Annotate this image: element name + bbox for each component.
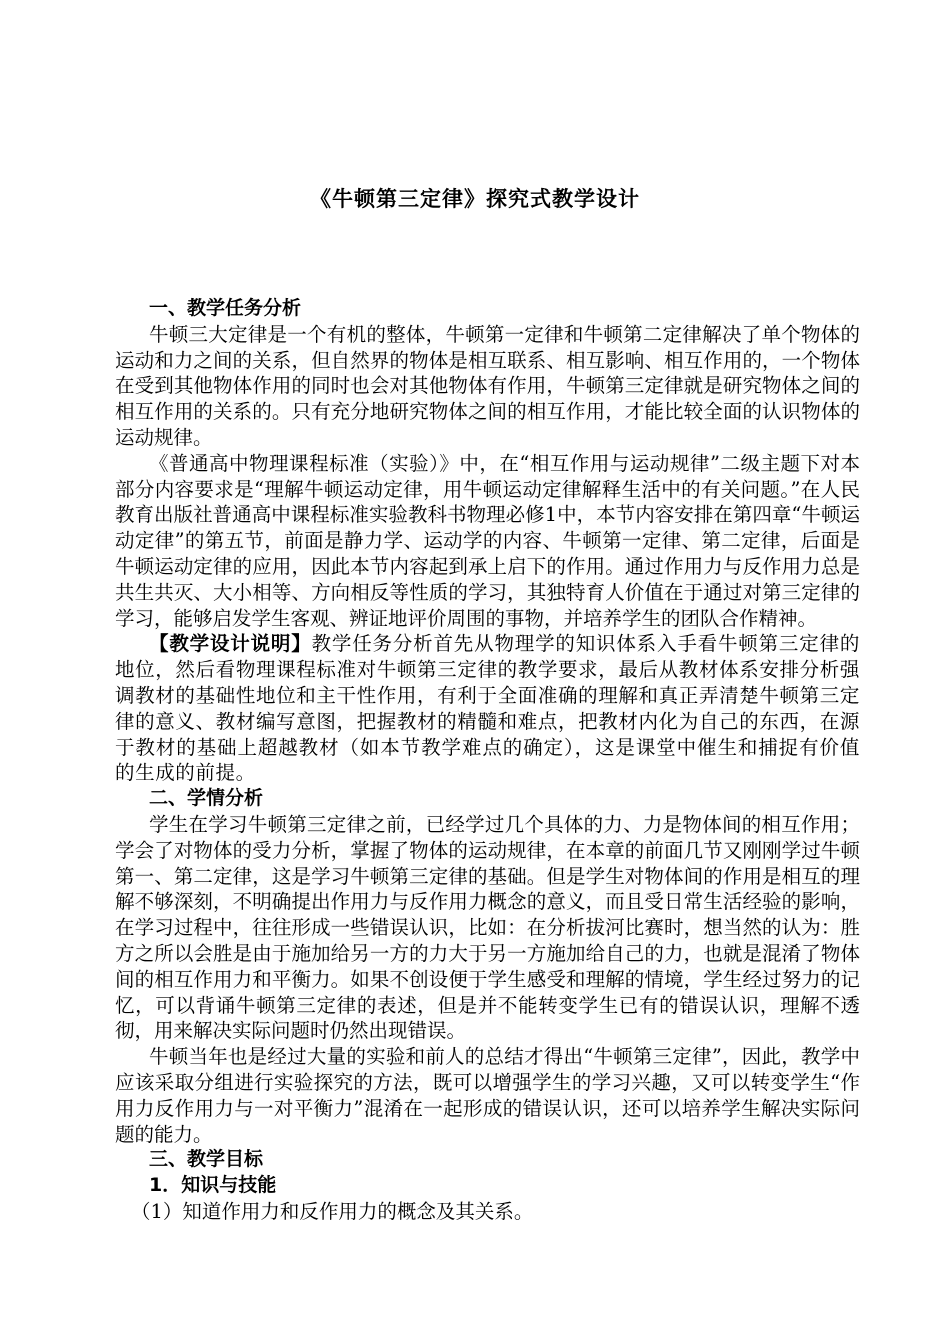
design-note-paragraph (115, 631, 860, 786)
design-note-text: 教学任务分析首先从物理学的知识体系入手看牛顿第三定律的地位，然后看物理课程标准对牛顿第三定律的教学要求，最后从教材体系安排分析强调教材的基础性地位和主干性作用，有利于全面准确的理解和真正弄清楚牛顿第三定律的意义、教材编写意图，把握教材的精髓和难点，把教材内化为自己的东西，在源于教材的基础上超越教材（如本节教学难点的确定），这是课堂中催生和捕捉有价值的生成的前提。 (115, 632, 860, 785)
section-1-paragraph-1: 牛顿三大定律是一个有机的整体，牛顿第一定律和牛顿第二定律解决了单个物体的运动和力之间的关系，但自然界的物体是相互联系、相互影响、相互作用的，一个物体在受到其他物体作用的同时也会对其他物体有作用，牛顿第三定律就是研究物体之间的相互作用的关系的。只有充分地研究物体之间的相互作用，才能比较全面的认识物体的运动规律。 (115, 322, 860, 449)
design-note-label: 【教学设计说明】 (149, 632, 312, 656)
section-3-subheading: 1．知识与技能 (149, 1174, 277, 1197)
section-1-heading: 一、教学任务分析 (149, 297, 302, 319)
document-title: 《牛顿第三定律》探究式教学设计 (310, 187, 640, 211)
objective-item-1: （1）知道作用力和反作用力的概念及其关系。 (131, 1199, 534, 1223)
document-body (115, 296, 860, 1225)
section-1-paragraph-2: 《普通高中物理课程标准（实验）》中，在“相互作用与运动规律”二级主题下对本部分内容要求是“理解牛顿运动定律，用牛顿运动定律解释生活中的有关问题。”在人民教育出版社普通高中课程标准实验教科书物理必修1中，本节内容安排在第四章“牛顿运动定律”的第五节，前面是静力学、运动学的内容、牛顿第一定律、第二定律，后面是牛顿运动定律的应用，因此本节内容起到承上启下的作用。通过作用力与反作用力总是共生共灭、大小相等、方向相反等性质的学习，其独特育人价值在于通过对第三定律的学习，能够启发学生客观、辨证地评价周围的事物，并培养学生的团队合作精神。 (115, 451, 860, 630)
section-3-heading: 三、教学目标 (149, 1148, 264, 1171)
section-2-heading: 二、学情分析 (149, 787, 264, 810)
section-2-paragraph-2: 牛顿当年也是经过大量的实验和前人的总结才得出“牛顿第三定律”，因此，教学中应该采取分组进行实验探究的方法，既可以增强学生的学习兴趣，又可以转变学生“作用力反作用力与一对平衡力”混淆在一起形成的错误认识，还可以培养学生解决实际问题的能力。 (115, 1045, 860, 1146)
section-2-paragraph-1: 学生在学习牛顿第三定律之前，已经学过几个具体的力、力是物体间的相互作用；学会了对物体的受力分析，掌握了物体的运动规律，在本章的前面几节又刚刚学过牛顿第一、第二定律，这是学习牛顿第三定律的基础。但是学生对物体间的作用是相互的理解不够深刻，不明确提出作用力与反作用力概念的意义，而且受日常生活经验的影响，在学习过程中，往往形成一些错误认识，比如：在分析拔河比赛时，想当然的认为：胜方之所以会胜是由于施加给另一方的力大于另一方施加给自己的力，也就是混淆了物体间的相互作用力和平衡力。如果不创设便于学生感受和理解的情境，学生经过努力的记忆，可以背诵牛顿第三定律的表述，但是并不能转变学生已有的错误认识，理解不透彻，用来解决实际问题时仍然出现错误。 (115, 812, 860, 1043)
